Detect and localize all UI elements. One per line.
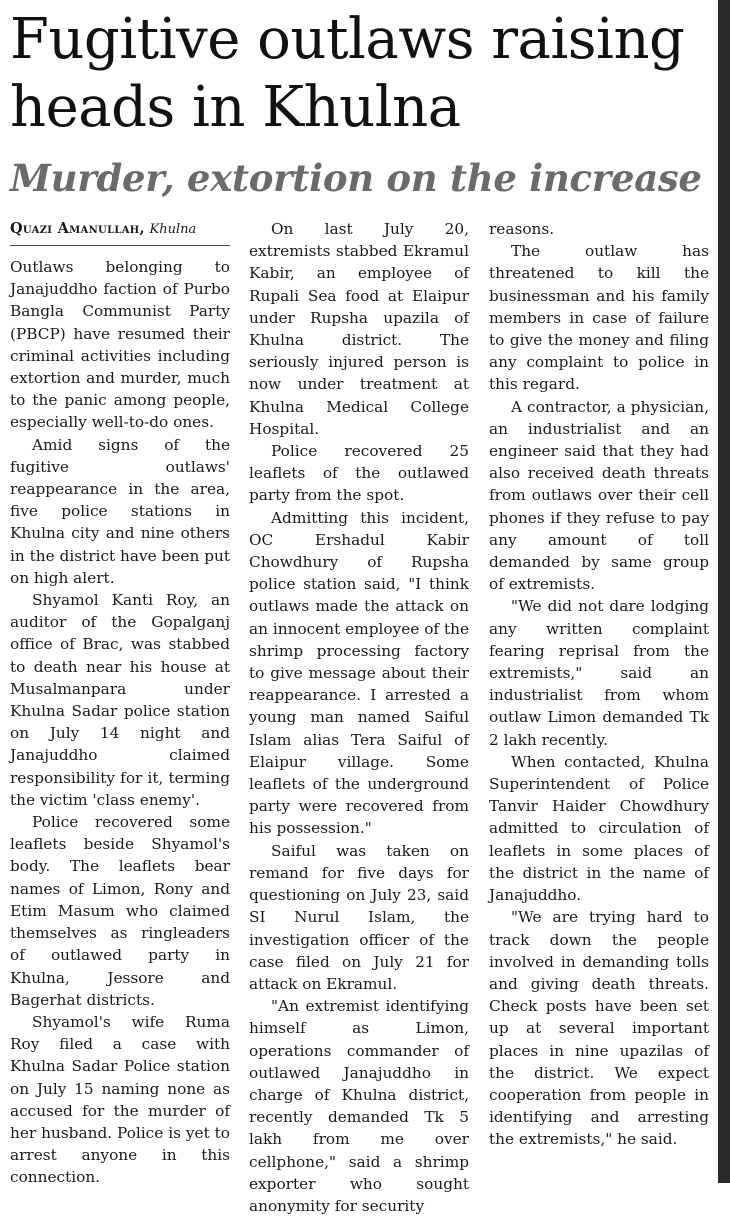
paragraph: A contractor, a physician, an industrialist and an engineer said that they had also received death threats from outlaws over their cell phones if they refuse to pay any amount of toll demanded by same group of extremists. [489,397,709,594]
paragraph: The outlaw has threatened to kill the businessman and his family members in case of failure to give the money and filing any complaint to police in this regard. [489,242,709,394]
paragraph: "We are trying hard to track down the people involved in demanding tolls and giving death threats. Check posts have been set up at several important places in nine upazilas of the district. We expect cooperation from people in identifying and arresting the extremists," he said. [489,908,709,1149]
article-column-3 [489,218,709,1178]
article-column-1 [10,218,230,1187]
subheadline: Murder, extortion on the increase [10,156,702,200]
paragraph: "An extremist identifying himself as Limon, operations commander of outlawed Janajuddho in charge of Khulna district, recently demanded Tk 5 lakh from me over cellphone," said a shrimp exporter who sought anonymity for security [249,997,469,1215]
byline-author: Quazi Amanullah, [10,220,145,237]
headline: Fugitive outlaws raising heads in Khulna [10,7,685,140]
paragraph: Shyamol's wife Ruma Roy filed a case with Khulna Sadar Police station on July 15 naming none as accused for the murder of her husband. Police is yet to arrest anyone in this connection. [10,1012,230,1187]
paragraph: "We did not dare lodging any written complaint fearing reprisal from the extremists," said an industrialist from whom outlaw Limon demanded Tk 2 lakh recently. [489,597,709,749]
paragraph: When contacted, Khulna Superintendent of Police Tanvir Haider Chowdhury admitted to circulation of leaflets in some places of the district in the name of Janajuddho. [489,752,709,905]
paragraph: Saiful was taken on remand for five days for questioning on July 23, said SI Nurul Islam, the investigation officer of the case filed on July 21 for attack on Ekramul. [249,841,469,993]
article-body [10,218,710,1215]
article-column-2 [249,218,469,1215]
paragraph: Police recovered some leaflets beside Shyamol's body. The leaflets bear names of Limon, Rony and Etim Masum who claimed themselves as ringleaders of outlawed party in Khulna, Jessore and Bagerhat districts. [10,813,230,1009]
byline [10,218,230,246]
paragraph: Amid signs of the fugitive outlaws' reappearance in the area, five police stations in Khulna city and nine others in the district have been put on high alert. [10,435,230,587]
byline-location: Khulna [149,222,197,237]
paragraph: Police recovered 25 leaflets of the outlawed party from the spot. [249,442,469,505]
paragraph-continued: reasons. [489,220,555,238]
paragraph: Admitting this incident, OC Ershadul Kabir Chowdhury of Rupsha police station said, "I think outlaws made the attack on an innocent employee of the shrimp processing factory to give message about their reappearance. I arrested a young man named Saiful Islam alias Tera Saiful of Elaipur village. Some leaflets of the underground party were recovered from his possession." [249,508,469,838]
paragraph: Outlaws belonging to Janajuddho faction of Purbo Bangla Communist Party (PBCP) have resumed their criminal activities including extortion and murder, much to the panic among people, especially well-to-do ones. [10,258,230,432]
paragraph: On last July 20, extremists stabbed Ekramul Kabir, an employee of Rupali Sea food at Elaipur under Rupsha upazila of Khulna district. The seriously injured person is now under treatment at Khulna Medical College Hospital. [249,220,469,438]
paragraph: Shyamol Kanti Roy, an auditor of the Gopalganj office of Brac, was stabbed to death near his house at Musalmanpara under Khulna Sadar police station on July 14 night and Janajuddho claimed responsibility for it, terming the victim 'class enemy'. [10,591,230,809]
